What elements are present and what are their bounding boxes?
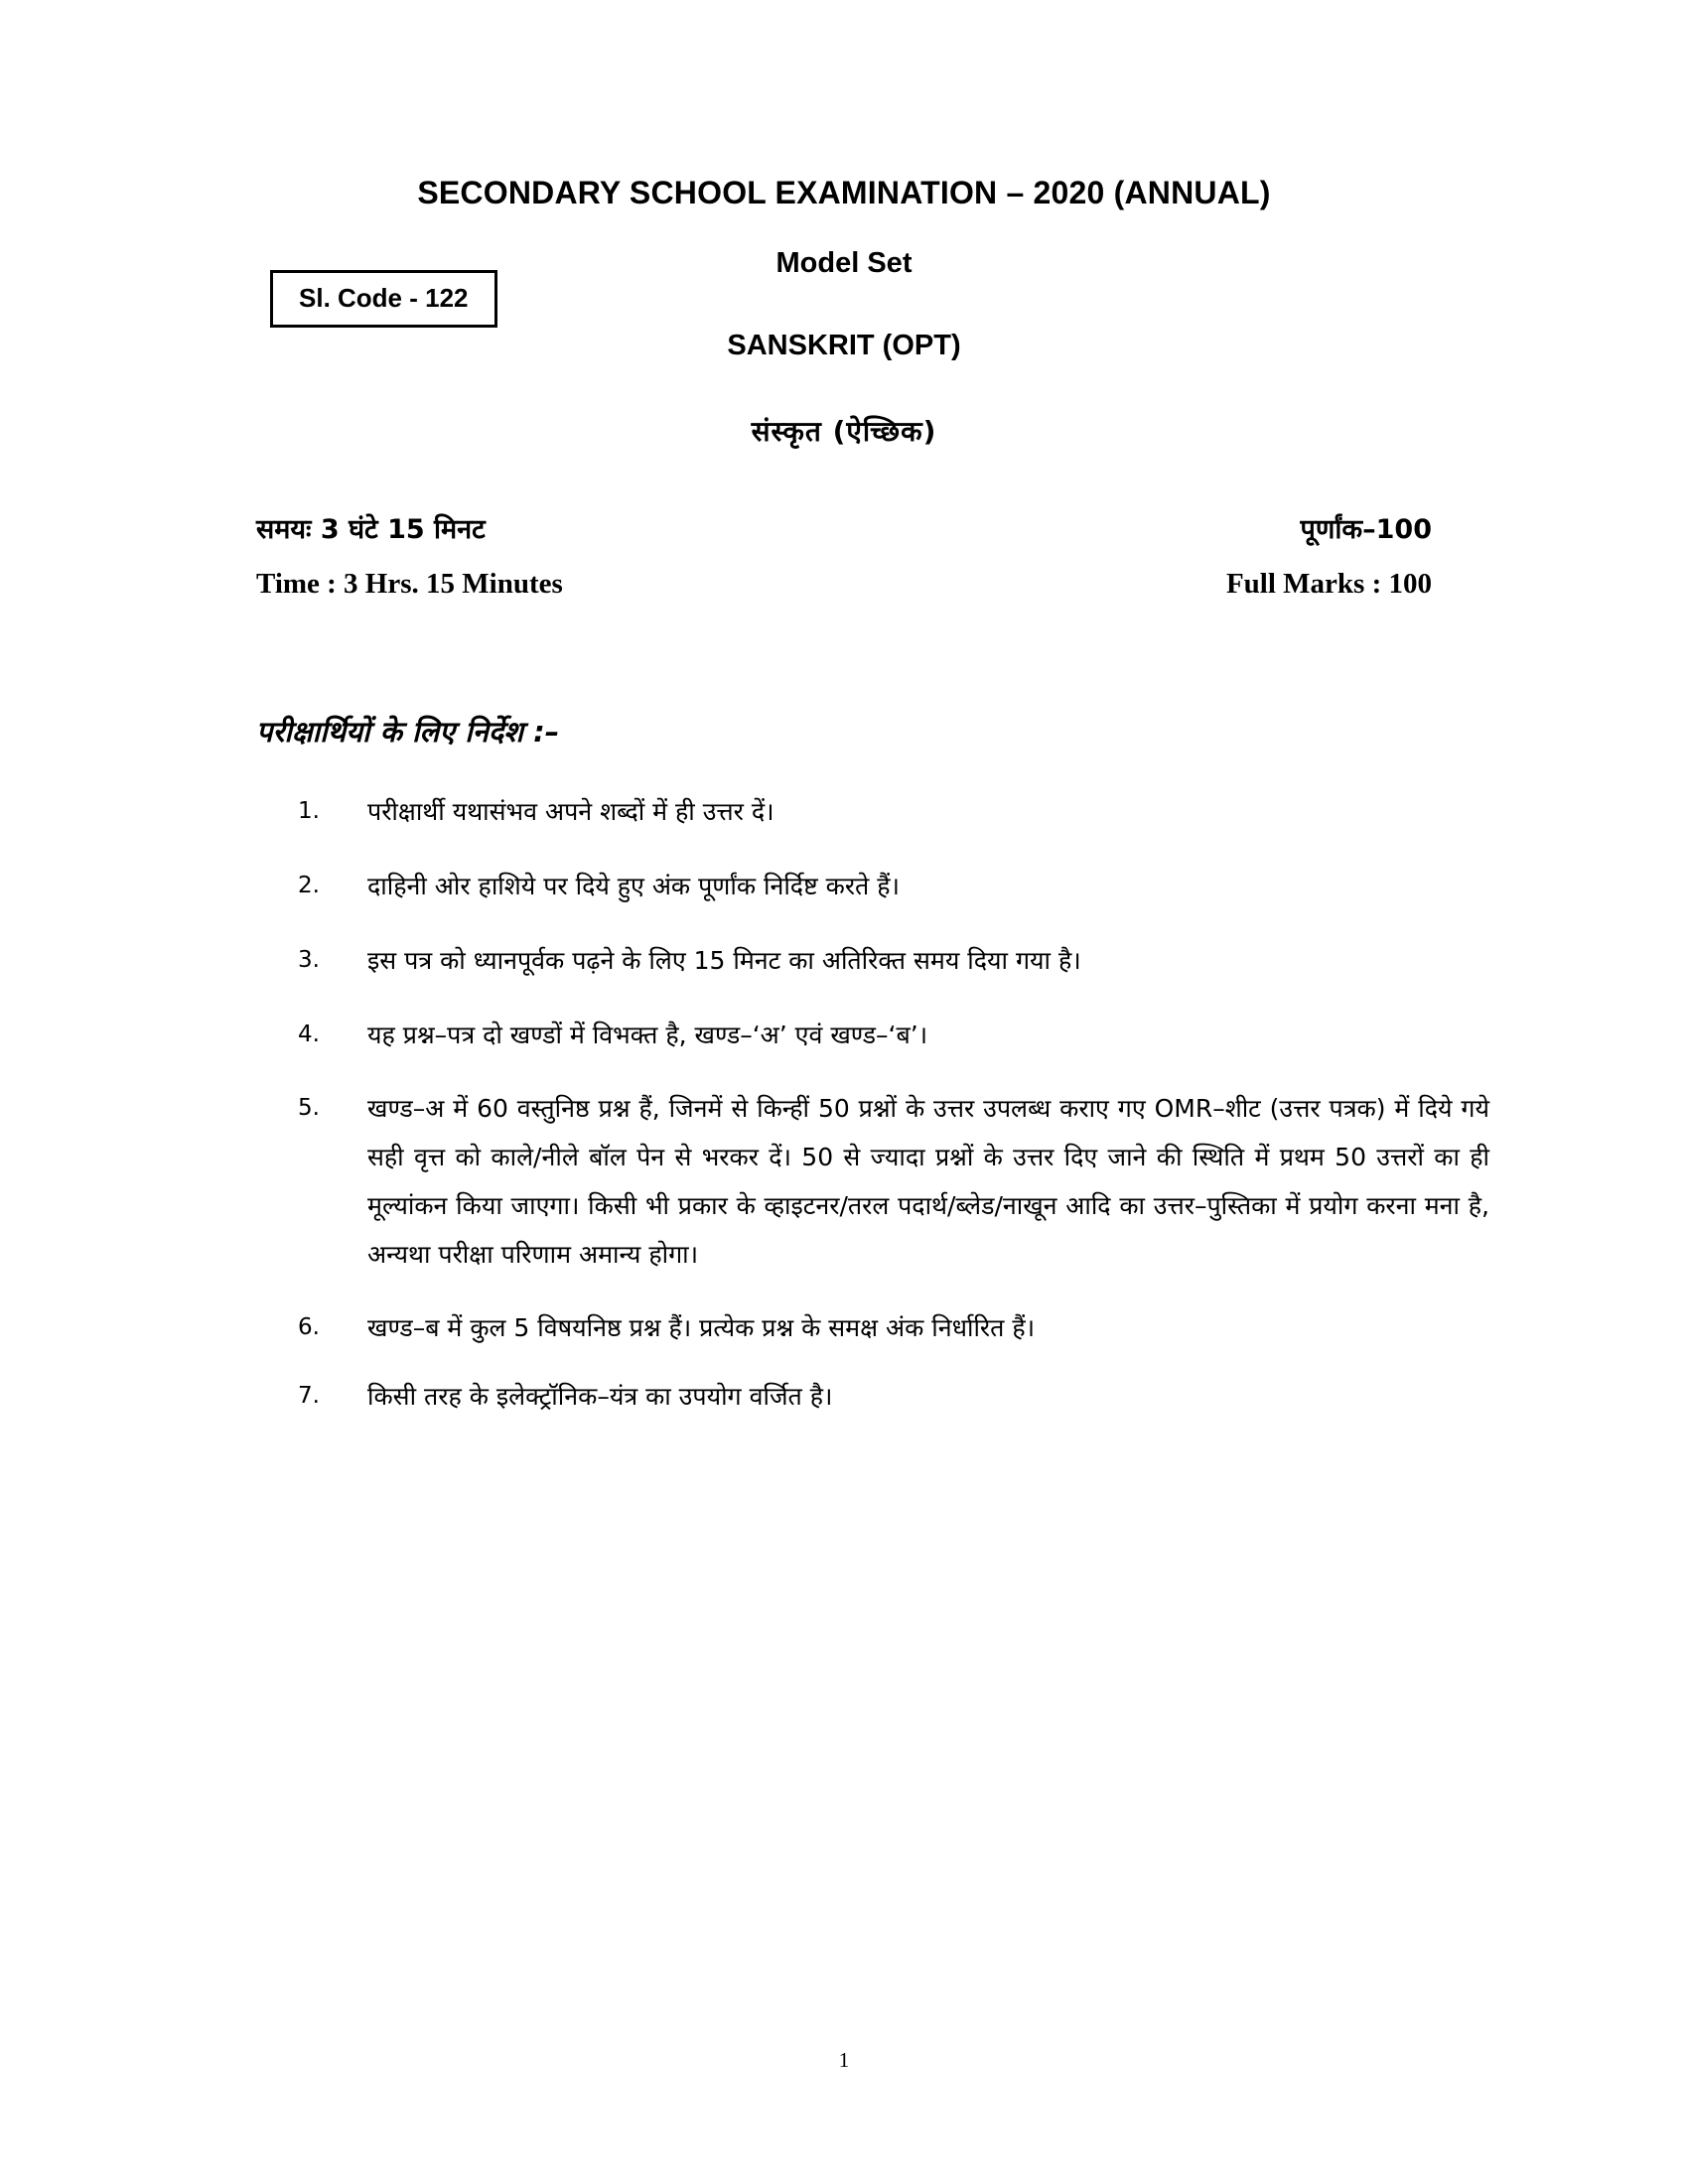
instruction-item — [298, 1304, 1489, 1353]
full-marks-hindi: पूर्णांक–100 — [1300, 514, 1432, 546]
subject-name-hindi: संस्कृत (ऐच्छिक) — [751, 415, 937, 449]
instruction-number: 2. — [298, 873, 320, 899]
instruction-text: किसी तरह के इलेक्ट्रॉनिक–यंत्र का उपयोग वर्जित है। — [367, 1382, 833, 1412]
time-english: Time : 3 Hrs. 15 Minutes — [256, 568, 563, 601]
instruction-number: 7. — [298, 1383, 320, 1410]
instructions-heading — [0, 712, 1688, 751]
subject-name-english: SANSKRIT (OPT) — [727, 330, 961, 362]
instruction-text: खण्ड–अ में 60 वस्तुनिष्ठ प्रश्न हैं, जिनमें से किन्हीं 50 प्रश्नों के उत्तर उपलब्ध कराए गए OMR–शीट (उत्तर पत्रक) में दिये गये सही वृत्त को काले/नीले बॉल पेन से भरकर दें। 50 से ज्यादा प्रश्नों के उत्तर दिए जाने की स्थिति में प्रथम 50 उत्तरों का ही मूल्यांकन किया जाएगा। किसी भी प्रकार के व्हाइटनर/तरल पदार्थ/ब्लेड/नाखून आदि का उत्तर–पुस्तिका में प्रयोग करना मना है, अन्यथा परीक्षा परिणाम अमान्य होगा। — [367, 1094, 1489, 1269]
instruction-number: 4. — [298, 1021, 320, 1047]
instruction-text: परीक्षार्थी यथासंभव अपने शब्दों में ही उत्तर दें। — [367, 797, 774, 827]
meta-row-hindi — [256, 509, 1432, 546]
serial-code-box: Sl. Code - 122 — [270, 270, 497, 328]
page-header — [0, 0, 1688, 450]
instructions-heading-text: परीक्षार्थियों के लिए निर्देश :– — [256, 715, 560, 750]
instruction-number: 6. — [298, 1314, 320, 1341]
exam-meta-block — [0, 509, 1688, 601]
exam-title: SECONDARY SCHOOL EXAMINATION – 2020 (ANNUAL) — [417, 175, 1271, 210]
instruction-item — [298, 937, 1489, 986]
instruction-number: 1. — [298, 798, 320, 825]
instruction-number: 3. — [298, 946, 320, 973]
instruction-item — [298, 788, 1489, 837]
instructions-list — [0, 788, 1688, 1422]
instruction-text: इस पत्र को ध्यानपूर्वक पढ़ने के लिए 15 मिनट का अतिरिक्त समय दिया गया है। — [367, 945, 1081, 975]
instruction-text: दाहिनी ओर हाशिये पर दिये हुए अंक पूर्णांक निर्दिष्ट करते हैं। — [367, 872, 900, 901]
instruction-text: खण्ड–ब में कुल 5 विषयनिष्ठ प्रश्न हैं। प्रत्येक प्रश्न के समक्ष अंक निर्धारित हैं। — [367, 1313, 1036, 1343]
model-set-label: Model Set — [775, 247, 913, 280]
instruction-item — [298, 1373, 1489, 1422]
instruction-text: यह प्रश्न–पत्र दो खण्डों में विभक्त है, खण्ड–‘अ’ एवं खण्ड–‘ब’। — [367, 1020, 928, 1049]
meta-row-english — [256, 568, 1432, 601]
instruction-number: 5. — [298, 1095, 320, 1122]
instruction-item — [298, 1085, 1489, 1279]
time-hindi: समयः 3 घंटे 15 मिनट — [256, 514, 486, 546]
instruction-item — [298, 863, 1489, 911]
full-marks-english: Full Marks : 100 — [1225, 568, 1432, 601]
instruction-item — [298, 1012, 1489, 1060]
page-number: 1 — [838, 2048, 850, 2072]
